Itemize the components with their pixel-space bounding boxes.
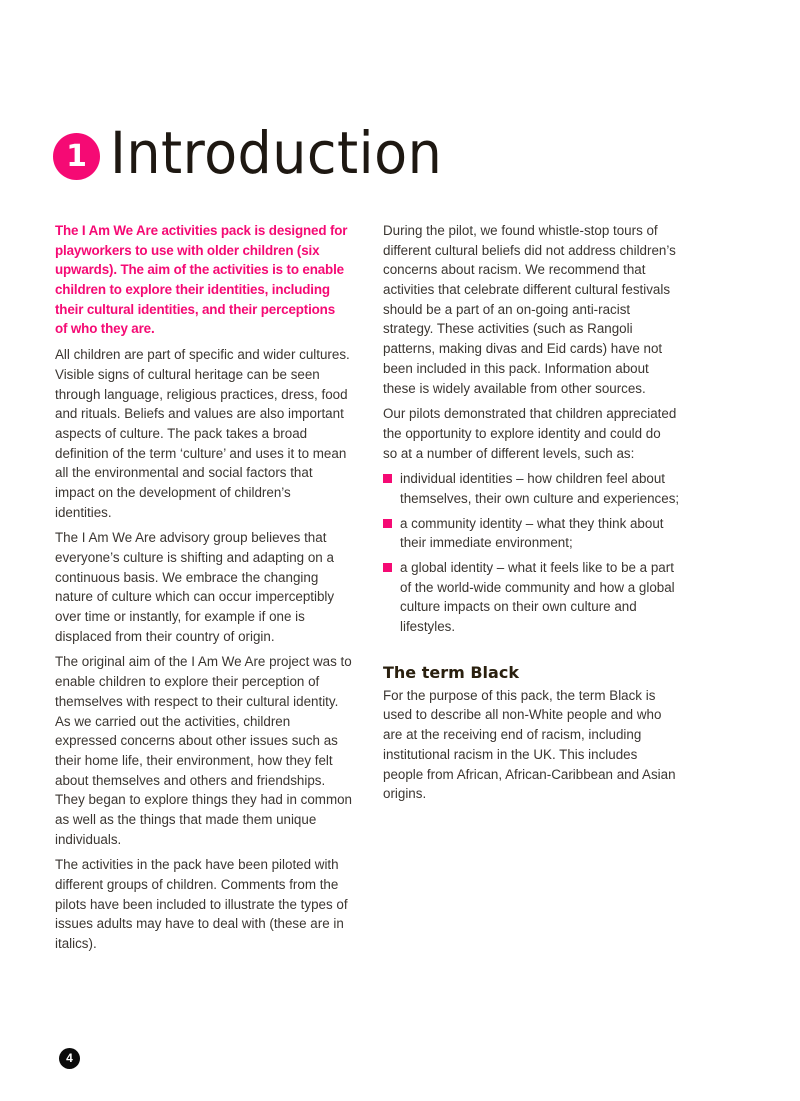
- text-line: their immediate environment;: [400, 535, 573, 551]
- list-item: [383, 558, 713, 637]
- text-line: should be a part of an on-going anti-racist: [383, 301, 631, 317]
- text-line: different cultural beliefs did not address children’s: [383, 242, 676, 258]
- text-line: The original aim of the I Am We Are project was to: [55, 654, 352, 670]
- text-line: impact on the development of children’s: [55, 484, 291, 500]
- text-line: upwards). The aim of the activities is to enable: [55, 262, 344, 278]
- text-line: displaced from their country of origin.: [55, 628, 275, 644]
- text-line: Visible signs of cultural heritage can be seen: [55, 366, 320, 382]
- text-line: patterns, making divas and Eid cards) have not: [383, 341, 663, 357]
- body-paragraph-pilots: [55, 855, 385, 953]
- text-line: enable children to explore their perception of: [55, 674, 320, 690]
- text-line: themselves with respect to their cultural identity.: [55, 693, 339, 709]
- text-line: As we carried out the activities, children: [55, 713, 291, 729]
- text-line: institutional racism in the UK. This includes: [383, 746, 638, 762]
- text-line: a community identity – what they think about: [400, 515, 664, 531]
- text-line: They began to explore things they had in common: [55, 792, 353, 808]
- page-number-badge: 4: [59, 1048, 80, 1069]
- text-line: During the pilot, we found whistle-stop tours of: [383, 223, 658, 238]
- text-line: are at the receiving end of racism, including: [383, 727, 642, 743]
- text-line: all the environmental and social factors that: [55, 465, 313, 481]
- bullet-square-icon: [383, 519, 392, 528]
- text-line: people from African, African-Caribbean and Asian: [383, 766, 676, 782]
- text-line: about themselves and others and friendships.: [55, 772, 326, 788]
- text-line: expressed concerns about other issues such as: [55, 733, 338, 749]
- text-line: their cultural identities, and their perceptions: [55, 301, 336, 317]
- text-line: nature of culture which can occur imperceptibly: [55, 589, 335, 605]
- text-line: lifestyles.: [400, 619, 456, 635]
- text-line: of who they are.: [55, 321, 155, 337]
- text-line: through language, religious practices, dress, food: [55, 386, 348, 402]
- text-line: definition of the term ‘culture’ and uses it to mean: [55, 445, 347, 461]
- body-paragraph-culture: [55, 345, 385, 522]
- identity-levels-list: [383, 469, 713, 637]
- body-paragraph-term-black: [383, 686, 713, 804]
- lead-paragraph: [55, 221, 385, 339]
- text-line: strategy. These activities (such as Rangoli: [383, 321, 633, 337]
- text-line: The I Am We Are advisory group believes that: [55, 530, 327, 546]
- text-line: these is widely available from other sources.: [383, 380, 646, 396]
- text-line: individuals.: [55, 831, 122, 847]
- text-line: so at a number of different levels, such as:: [383, 445, 635, 461]
- text-line: pilots have been included to illustrate the types of: [55, 896, 348, 912]
- text-line: the opportunity to explore identity and could do: [383, 425, 661, 441]
- text-line: been included in this pack. Information about: [383, 360, 649, 376]
- right-column: [383, 221, 713, 810]
- bullet-square-icon: [383, 563, 392, 572]
- text-line: everyone’s culture is shifting and adapting on a: [55, 550, 334, 565]
- text-line: as well as the things that made them unique: [55, 811, 317, 827]
- body-paragraph-original-aim: [55, 652, 385, 849]
- text-line: used to describe all non-White people and who: [383, 707, 662, 723]
- left-column: [55, 221, 385, 960]
- text-line: The I Am We Are activities pack is designed for: [55, 223, 348, 238]
- page-title: Introduction: [110, 119, 443, 187]
- text-line: italics).: [55, 936, 97, 952]
- text-line: Our pilots demonstrated that children appreciated: [383, 406, 677, 422]
- body-paragraph-levels: [383, 404, 713, 463]
- text-line: For the purpose of this pack, the term Black is: [383, 687, 656, 703]
- text-line: origins.: [383, 786, 427, 802]
- list-item: [383, 469, 713, 508]
- text-line: of the world-wide community and how a global: [400, 579, 675, 595]
- bullet-square-icon: [383, 474, 392, 483]
- text-line: themselves, their own culture and experiences;: [400, 490, 680, 506]
- body-paragraph-during-pilot: [383, 221, 713, 398]
- text-line: activities that celebrate different cultural festivals: [383, 282, 671, 298]
- body-paragraph-advisory-group: [55, 528, 385, 646]
- text-line: culture impacts on their own culture and: [400, 599, 637, 615]
- text-line: their home life, their environment, how they felt: [55, 752, 333, 768]
- text-line: playworkers to use with older children (six: [55, 242, 320, 258]
- text-line: different groups of children. Comments from the: [55, 877, 339, 892]
- text-line: individual identities – how children feel about: [400, 471, 666, 487]
- text-line: children to explore their identities, including: [55, 282, 330, 298]
- text-line: The activities in the pack have been piloted with: [55, 857, 339, 873]
- text-line: and rituals. Beliefs and values are also important: [55, 406, 344, 422]
- text-line: issues adults may have to deal with (these are in: [55, 916, 344, 932]
- text-line: a global identity – what it feels like to be a part: [400, 560, 674, 575]
- chapter-number-badge: 1: [53, 133, 100, 180]
- text-line: aspects of culture. The pack takes a broad: [55, 425, 308, 441]
- list-item: [383, 514, 713, 553]
- text-line: identities.: [55, 504, 112, 520]
- section-heading-term-black: The term Black: [383, 662, 519, 682]
- text-line: continuous basis. We embrace the changing: [55, 569, 319, 585]
- text-line: All children are part of specific and wider cultures.: [55, 347, 350, 363]
- text-line: over time or instantly, for example if one is: [55, 609, 305, 625]
- text-line: concerns about racism. We recommend that: [383, 262, 646, 278]
